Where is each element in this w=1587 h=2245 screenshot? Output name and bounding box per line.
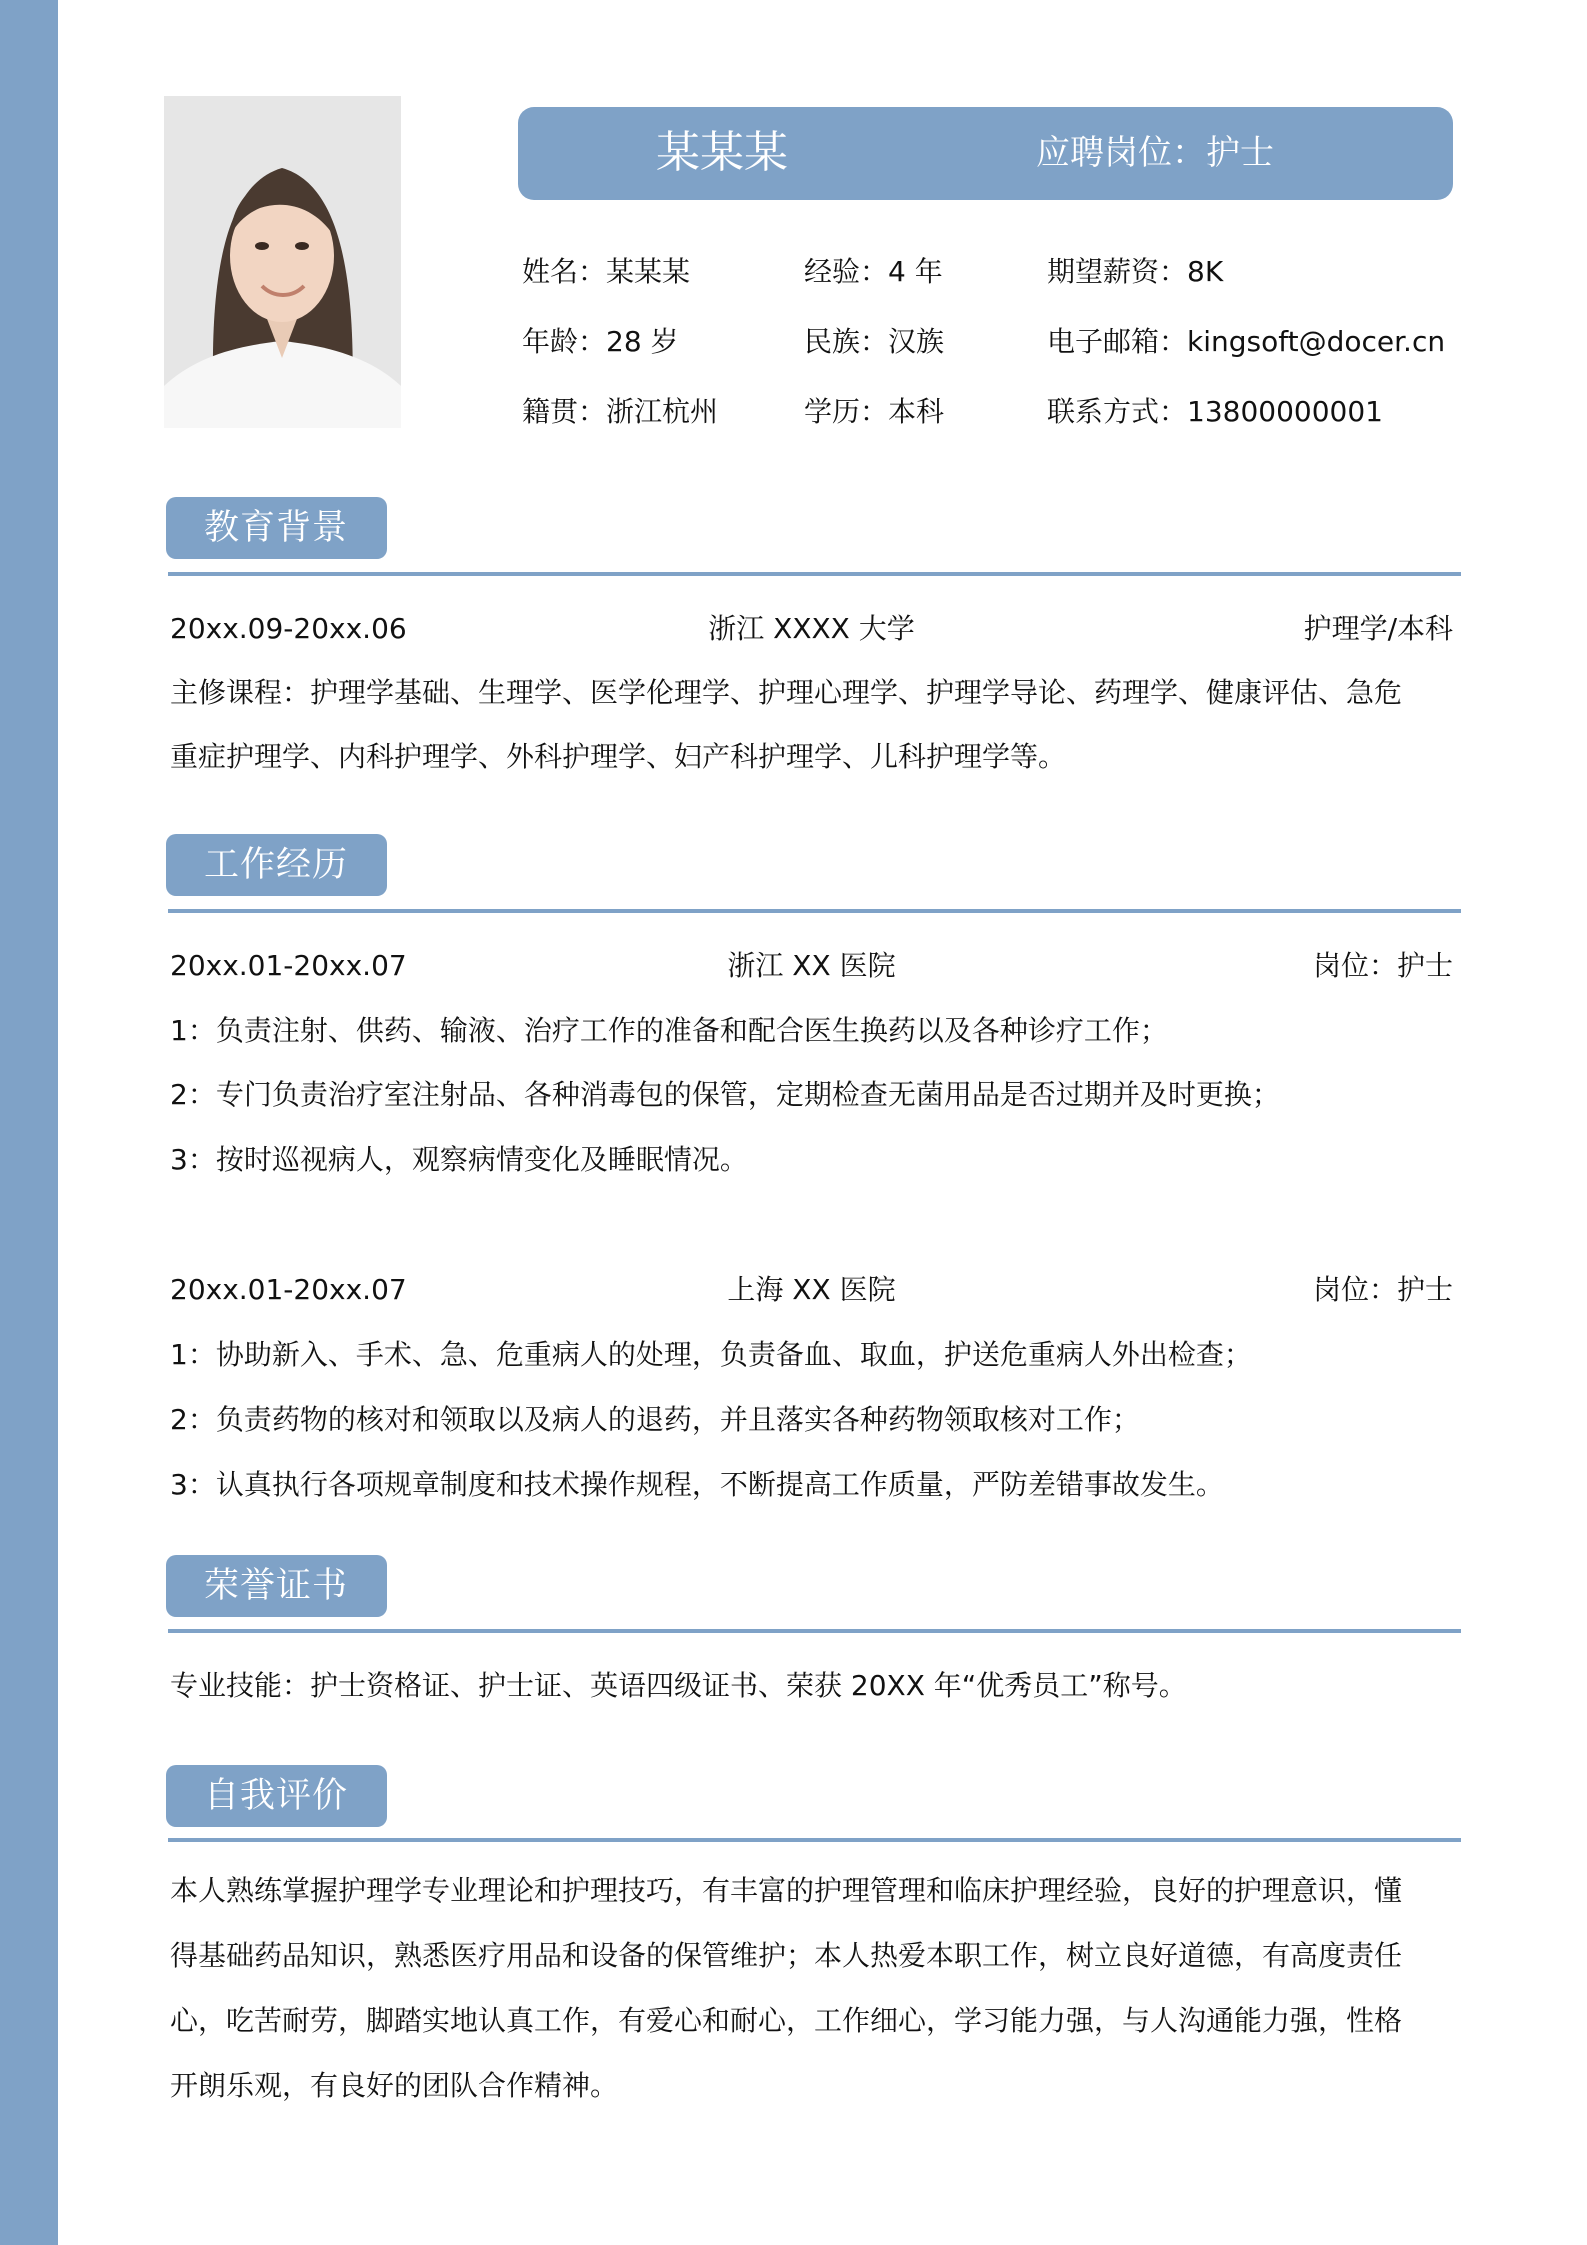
education-period: 20xx.09-20xx.06 bbox=[170, 612, 407, 645]
profile-label: 民族： bbox=[804, 325, 889, 358]
section-divider bbox=[168, 572, 1461, 576]
job-company: 浙江 XX 医院 bbox=[727, 949, 896, 982]
profile-hometown bbox=[522, 394, 718, 430]
section-title: 教育背景 bbox=[204, 508, 349, 548]
self-evaluation-line: 心，吃苦耐劳，脚踏实地认真工作，有爱心和耐心，工作细心，学习能力强，与人沟通能力强，性格 bbox=[170, 2004, 1403, 2037]
education-school: 浙江 XXXX 大学 bbox=[708, 612, 915, 645]
profile-label: 学历： bbox=[804, 395, 889, 428]
job-company: 上海 XX 医院 bbox=[727, 1273, 896, 1306]
job-duty: 3：认真执行各项规章制度和技术操作规程，不断提高工作质量，严防差错事故发生。 bbox=[170, 1468, 1224, 1501]
honors-text: 专业技能：护士资格证、护士证、英语四级证书、荣获 20XX 年“优秀员工”称号。 bbox=[170, 1669, 1187, 1702]
section-badge-work bbox=[166, 834, 387, 896]
education-entry bbox=[170, 609, 1453, 649]
profile-label: 经验： bbox=[804, 255, 889, 288]
profile-value: 浙江杭州 bbox=[606, 395, 719, 428]
profile-phone bbox=[1047, 394, 1383, 430]
profile-age bbox=[522, 324, 679, 360]
section-title: 荣誉证书 bbox=[204, 1566, 349, 1606]
header-banner bbox=[518, 107, 1453, 200]
job-duty: 2：负责药物的核对和领取以及病人的退药，并且落实各种药物领取核对工作； bbox=[170, 1403, 1140, 1436]
section-badge-self-evaluation bbox=[166, 1765, 387, 1827]
section-title: 工作经历 bbox=[204, 845, 349, 885]
avatar-photo bbox=[164, 96, 401, 428]
profile-value: 汉族 bbox=[888, 325, 945, 358]
profile-label: 联系方式： bbox=[1047, 395, 1188, 428]
job-period: 20xx.01-20xx.07 bbox=[170, 1273, 407, 1306]
profile-label: 年龄： bbox=[522, 325, 607, 358]
job-header bbox=[170, 1270, 1453, 1310]
profile-salary bbox=[1047, 254, 1223, 290]
section-divider bbox=[168, 1629, 1461, 1633]
profile-value: 13800000001 bbox=[1187, 395, 1383, 428]
profile-label: 籍贯： bbox=[522, 395, 607, 428]
profile-value: 8K bbox=[1187, 255, 1224, 288]
profile-email-value[interactable]: kingsoft@docer.cn bbox=[1187, 325, 1446, 358]
profile-email bbox=[1047, 324, 1445, 360]
education-major: 护理学/本科 bbox=[1303, 612, 1453, 645]
profile-experience bbox=[804, 254, 943, 290]
self-evaluation-line: 开朗乐观，有良好的团队合作精神。 bbox=[170, 2069, 619, 2102]
section-divider bbox=[168, 1838, 1461, 1842]
job-role: 岗位：护士 bbox=[1312, 1273, 1453, 1306]
job-duty: 1：协助新入、手术、急、危重病人的处理，负责备血、取血，护送危重病人外出检查； bbox=[170, 1338, 1252, 1371]
profile-value: 某某某 bbox=[606, 255, 691, 288]
job-header bbox=[170, 946, 1453, 986]
profile-label: 姓名： bbox=[522, 255, 607, 288]
applied-position: 应聘岗位：护士 bbox=[1036, 133, 1274, 173]
profile-education bbox=[804, 394, 944, 430]
profile-name bbox=[522, 254, 690, 290]
section-title: 自我评价 bbox=[204, 1776, 349, 1816]
profile-value: 4 年 bbox=[888, 255, 943, 288]
section-badge-education bbox=[166, 497, 387, 559]
job-role: 岗位：护士 bbox=[1312, 949, 1453, 982]
job-duty: 2：专门负责治疗室注射品、各种消毒包的保管，定期检查无菌用品是否过期并及时更换； bbox=[170, 1078, 1280, 1111]
profile-value: 28 岁 bbox=[606, 325, 679, 358]
self-evaluation-line: 得基础药品知识，熟悉医疗用品和设备的保管维护；本人热爱本职工作，树立良好道德，有高度责任 bbox=[170, 1939, 1403, 1972]
candidate-name: 某某某 bbox=[656, 127, 788, 178]
sidebar-accent-bar bbox=[0, 0, 58, 2245]
self-evaluation-line: 本人熟练掌握护理学专业理论和护理技巧，有丰富的护理管理和临床护理经验，良好的护理意识，懂 bbox=[170, 1874, 1403, 1907]
section-badge-honors bbox=[166, 1555, 387, 1617]
portrait-icon bbox=[164, 96, 401, 428]
section-divider bbox=[168, 909, 1461, 913]
job-period: 20xx.01-20xx.07 bbox=[170, 949, 407, 982]
profile-value: 本科 bbox=[888, 395, 945, 428]
profile-label: 电子邮箱： bbox=[1047, 325, 1188, 358]
job-duty: 3：按时巡视病人，观察病情变化及睡眠情况。 bbox=[170, 1143, 748, 1176]
profile-label: 期望薪资： bbox=[1047, 255, 1188, 288]
profile-ethnicity bbox=[804, 324, 944, 360]
education-courses-line: 重症护理学、内科护理学、外科护理学、妇产科护理学、儿科护理学等。 bbox=[170, 740, 1067, 773]
education-courses-line: 主修课程：护理学基础、生理学、医学伦理学、护理心理学、护理学导论、药理学、健康评估、急危 bbox=[170, 676, 1403, 709]
job-duty: 1：负责注射、供药、输液、治疗工作的准备和配合医生换药以及各种诊疗工作； bbox=[170, 1014, 1168, 1047]
